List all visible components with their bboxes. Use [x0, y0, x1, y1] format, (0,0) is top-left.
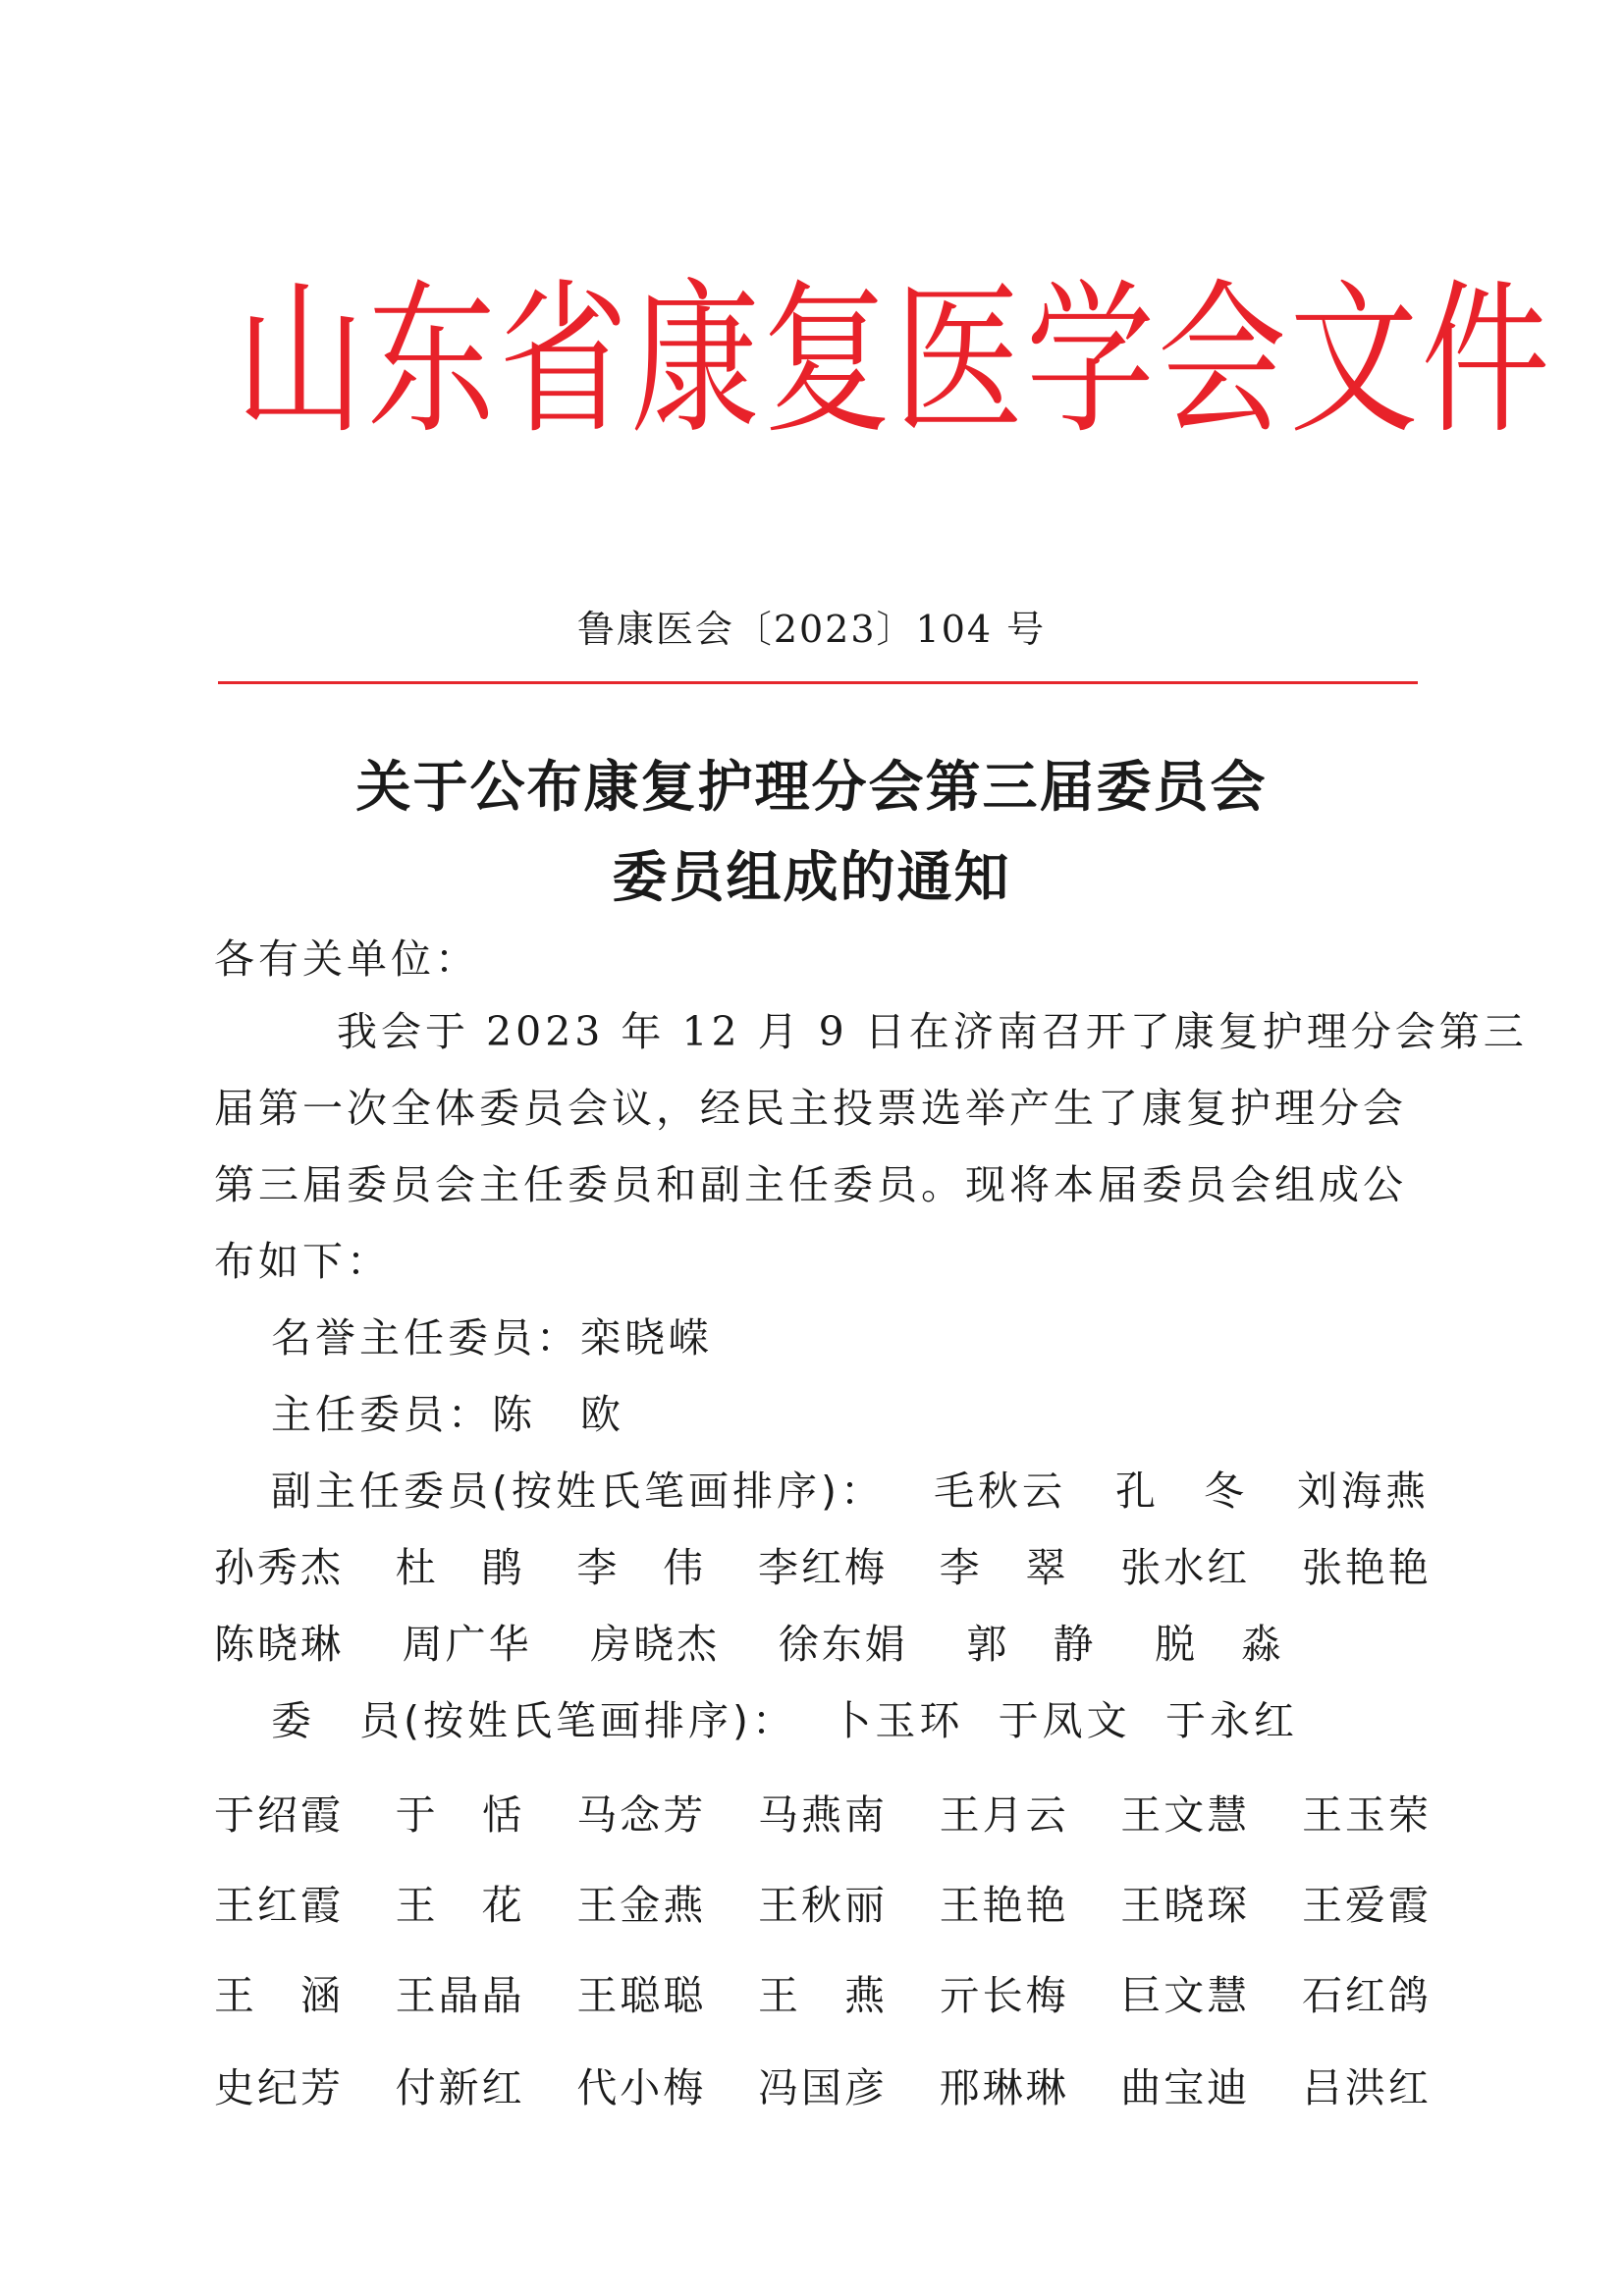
- body-line-1: 我会于 2023 年 12 月 9 日在济南召开了康复护理分会第三: [293, 1008, 1528, 1055]
- member-name: 亓长梅: [939, 1972, 1069, 2019]
- member-name: 王玉荣: [1301, 1791, 1432, 1839]
- member-name: 石红鸽: [1301, 1972, 1432, 2019]
- vice-chair-name: 杜 鹃: [395, 1544, 525, 1591]
- chair-name: 陈 欧: [492, 1391, 624, 1438]
- member-name: 曲宝迪: [1120, 2064, 1251, 2111]
- member-name: 王艳艳: [939, 1882, 1069, 1929]
- document-number: 鲁康医会〔2023〕104 号: [576, 608, 1047, 651]
- member-name: 于永红: [1164, 1697, 1298, 1744]
- member-name: 史纪芳: [214, 2064, 344, 2111]
- vice-chair-name: 陈晓琳: [214, 1621, 344, 1668]
- vice-chair-name: 周广华: [402, 1621, 532, 1668]
- member-name: 王 燕: [757, 1972, 888, 2019]
- vice-chair-name: 孔 冬: [1115, 1468, 1248, 1515]
- member-name: 邢琳琳: [939, 2064, 1069, 2111]
- member-name: 王晶晶: [395, 1972, 525, 2019]
- member-name: 王红霞: [214, 1882, 344, 1929]
- vice-chair-name: 李 翠: [939, 1544, 1069, 1591]
- vice-chairs-first-line: [271, 1459, 1430, 1517]
- honorary-chair-label: 名誉主任委员：: [271, 1314, 580, 1362]
- notice-title-line-2: 委员组成的通知: [612, 846, 1011, 910]
- chair: [271, 1382, 624, 1440]
- red-divider: [218, 681, 1418, 684]
- member-name: 王晓琛: [1120, 1882, 1251, 1929]
- member-name: 巨文慧: [1120, 1972, 1251, 2019]
- member-name: 王秋丽: [757, 1882, 888, 1929]
- chair-label: 主任委员：: [271, 1391, 492, 1438]
- vice-chair-name: 李红梅: [757, 1544, 888, 1591]
- member-name: 于绍霞: [214, 1791, 344, 1839]
- vice-chair-name: 张水红: [1120, 1544, 1251, 1591]
- members-row: [214, 1873, 1432, 1931]
- member-name: 王金燕: [576, 1882, 707, 1929]
- vice-chairs-row: [214, 1612, 1284, 1670]
- vice-chair-name: 毛秋云: [934, 1468, 1066, 1515]
- salutation: 各有关单位：: [214, 935, 479, 983]
- body-line-2: 届第一次全体委员会议，经民主投票选举产生了康复护理分会: [214, 1085, 1407, 1132]
- vice-chair-name: 徐东娟: [778, 1621, 908, 1668]
- vice-chair-name: 郭 静: [966, 1621, 1097, 1668]
- honorary-chair: [271, 1306, 713, 1363]
- member-name: 于凤文: [998, 1697, 1131, 1744]
- vice-chairs-row: [214, 1535, 1432, 1593]
- member-name: 王爱霞: [1301, 1882, 1432, 1929]
- member-name: 卜玉环: [831, 1697, 964, 1744]
- member-name: 王聪聪: [576, 1972, 707, 2019]
- honorary-chair-name: 栾晓嵘: [580, 1314, 713, 1362]
- members-row: [214, 1963, 1432, 2021]
- member-name: 于 恬: [395, 1791, 525, 1839]
- vice-chair-name: 房晓杰: [590, 1621, 721, 1668]
- member-name: 吕洪红: [1301, 2064, 1432, 2111]
- member-name: 冯国彦: [757, 2064, 888, 2111]
- member-name: 王文慧: [1120, 1791, 1251, 1839]
- org-masthead: 山东省康复医学会文件: [236, 264, 1553, 456]
- vice-chair-name: 李 伟: [576, 1544, 707, 1591]
- vice-chair-name: 脱 淼: [1154, 1621, 1284, 1668]
- body-line-4: 布如下：: [214, 1238, 391, 1285]
- member-name: 王 花: [395, 1882, 525, 1929]
- member-name: 代小梅: [576, 2064, 707, 2111]
- vice-chair-name: 刘海燕: [1297, 1468, 1430, 1515]
- members-row: [214, 2056, 1432, 2113]
- member-name: 马燕南: [757, 1791, 888, 1839]
- member-name: 王月云: [939, 1791, 1069, 1839]
- member-name: 付新红: [395, 2064, 525, 2111]
- vice-chair-name: 孙秀杰: [214, 1544, 344, 1591]
- vice-chairs-label: 副主任委员(按姓氏笔画排序)：: [271, 1468, 885, 1515]
- notice-title-line-1: 关于公布康复护理分会第三届委员会: [355, 756, 1268, 820]
- member-name: 马念芳: [576, 1791, 707, 1839]
- members-row: [214, 1783, 1432, 1841]
- members-label: 委 员(按姓氏笔画排序)：: [271, 1697, 796, 1744]
- vice-chair-name: 张艳艳: [1301, 1544, 1432, 1591]
- members-first-line: [271, 1688, 1298, 1746]
- member-name: 王 涵: [214, 1972, 344, 2019]
- body-line-3: 第三届委员会主任委员和副主任委员。现将本届委员会组成公: [214, 1161, 1407, 1208]
